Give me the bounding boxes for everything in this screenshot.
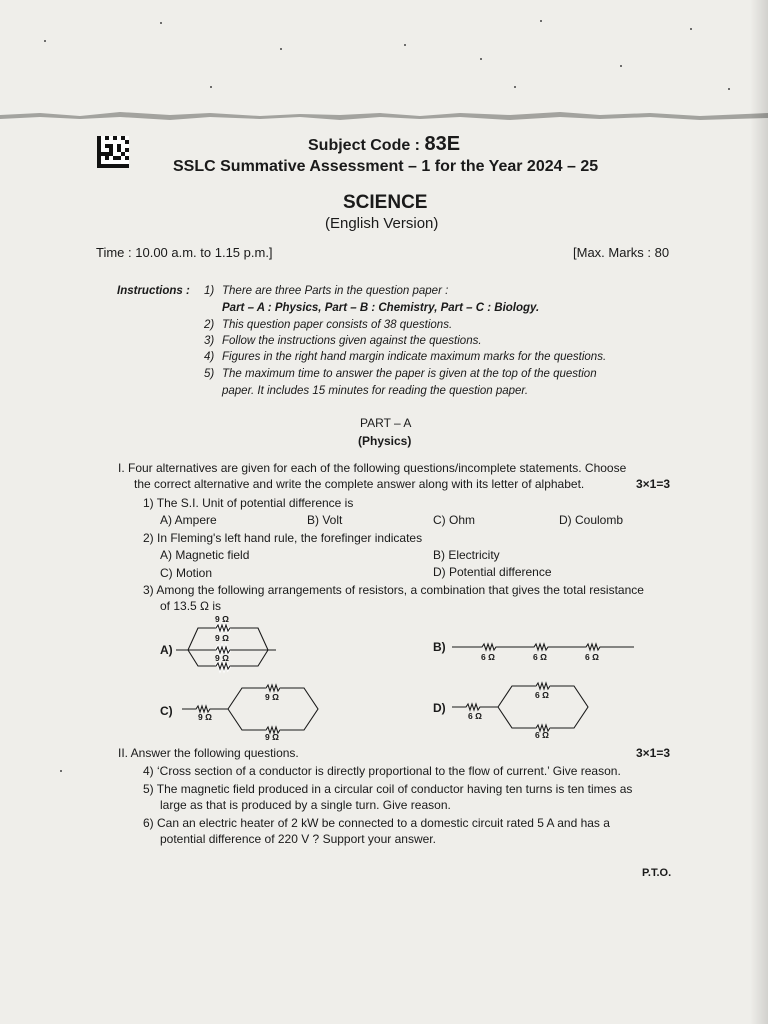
- subject-title: SCIENCE: [343, 192, 428, 213]
- perforation-strip: [0, 108, 768, 122]
- speck: [60, 770, 62, 772]
- option: D): [433, 701, 446, 715]
- pto-label: P.T.O.: [642, 867, 672, 879]
- option: A) Ampere: [160, 513, 217, 527]
- resistor-label: 9 Ω: [265, 692, 279, 702]
- instruction-item: There are three Parts in the question paper :: [222, 285, 449, 297]
- instruction-num: 5): [204, 368, 215, 380]
- instruction-num: 2): [204, 319, 215, 331]
- question-3: of 13.5 Ω is: [160, 599, 222, 613]
- max-marks: [Max. Marks : 80: [573, 245, 670, 260]
- question-2: 2) In Fleming's left hand rule, the forefinger indicates: [143, 531, 423, 545]
- instruction-num: 4): [204, 351, 215, 363]
- speck: [280, 48, 282, 50]
- qr-code-icon: [97, 136, 129, 168]
- section2-marks: 3×1=3: [636, 746, 671, 760]
- speck: [514, 86, 516, 88]
- option: D) Potential difference: [433, 565, 552, 579]
- resistor-label: 9 Ω: [215, 653, 229, 663]
- instruction-item: The maximum time to answer the paper is given at the top of the question: [222, 368, 597, 380]
- speck: [540, 20, 542, 22]
- resistor-label: 6 Ω: [468, 711, 482, 721]
- option: C) Motion: [160, 566, 213, 580]
- resistor-label: 9 Ω: [215, 614, 229, 624]
- speck: [480, 58, 482, 60]
- resistor-label: 9 Ω: [265, 732, 279, 742]
- resistor-label: 9 Ω: [215, 633, 229, 643]
- instruction-item: paper. It includes 15 minutes for reading the question paper.: [222, 385, 529, 397]
- option: C) Ohm: [433, 513, 475, 527]
- speck: [404, 44, 406, 46]
- question-5: large as that is produced by a single turn. Give reason.: [160, 798, 451, 812]
- section1-marks: 3×1=3: [636, 477, 671, 491]
- instruction-num: 1): [204, 285, 215, 297]
- version-label: (English Version): [325, 215, 439, 232]
- option: B) Electricity: [433, 548, 500, 562]
- option: B) Volt: [307, 513, 343, 527]
- question-1: 1) The S.I. Unit of potential difference is: [143, 496, 354, 510]
- option: B): [433, 640, 446, 654]
- speck: [44, 40, 46, 42]
- part-subtitle: (Physics): [358, 434, 412, 448]
- question-5: 5) The magnetic field produced in a circular coil of conductor having ten turns is ten times as: [143, 782, 633, 796]
- resistor-label: 6 Ω: [535, 730, 549, 740]
- subject-code: Subject Code : 83E: [308, 133, 461, 155]
- speck: [728, 88, 730, 90]
- section1-intro: the correct alternative and write the complete answer along with its letter of alphabet.: [134, 477, 585, 491]
- circuit-c-diagram: [182, 680, 322, 740]
- page-edge-shadow: [750, 0, 768, 1024]
- option: C): [160, 704, 173, 718]
- speck: [690, 28, 692, 30]
- instruction-item: Follow the instructions given against the questions.: [222, 335, 482, 347]
- resistor-label: 9 Ω: [198, 712, 212, 722]
- instruction-num: 3): [204, 335, 215, 347]
- circuit-d-diagram: [452, 680, 592, 740]
- section1-intro: I. Four alternatives are given for each of the following questions/incomplete statements. Choose: [118, 461, 627, 475]
- question-6: potential difference of 220 V ? Support your answer.: [160, 832, 436, 846]
- speck: [210, 86, 212, 88]
- speck: [620, 65, 622, 67]
- resistor-label: 6 Ω: [535, 690, 549, 700]
- question-6: 6) Can an electric heater of 2 kW be connected to a domestic circuit rated 5 A and has a: [143, 816, 610, 830]
- part-title: PART – A: [360, 416, 412, 430]
- instruction-item: Figures in the right hand margin indicate maximum marks for the questions.: [222, 351, 607, 363]
- option: A) Magnetic field: [160, 548, 250, 562]
- section2-intro: II. Answer the following questions.: [118, 746, 299, 760]
- exam-time: Time : 10.00 a.m. to 1.15 p.m.]: [96, 245, 273, 260]
- question-3: 3) Among the following arrangements of resistors, a combination that gives the total resistance: [143, 583, 644, 597]
- circuit-b-diagram: [452, 636, 634, 662]
- option: A): [160, 643, 173, 657]
- instruction-item: This question paper consists of 38 questions.: [222, 319, 453, 331]
- instruction-item: Part – A : Physics, Part – B : Chemistry, Part – C : Biology.: [222, 302, 540, 314]
- exam-title: SSLC Summative Assessment – 1 for the Year 2024 – 25: [173, 158, 599, 175]
- resistor-label: 6 Ω: [533, 652, 547, 662]
- resistor-label: 6 Ω: [585, 652, 599, 662]
- resistor-label: 6 Ω: [481, 652, 495, 662]
- question-4: 4) ‘Cross section of a conductor is directly proportional to the flow of current.’ Give reason.: [143, 764, 621, 778]
- speck: [160, 22, 162, 24]
- option: D) Coulomb: [559, 513, 624, 527]
- instructions-label: Instructions :: [117, 285, 190, 297]
- circuit-a-diagram: [176, 612, 276, 674]
